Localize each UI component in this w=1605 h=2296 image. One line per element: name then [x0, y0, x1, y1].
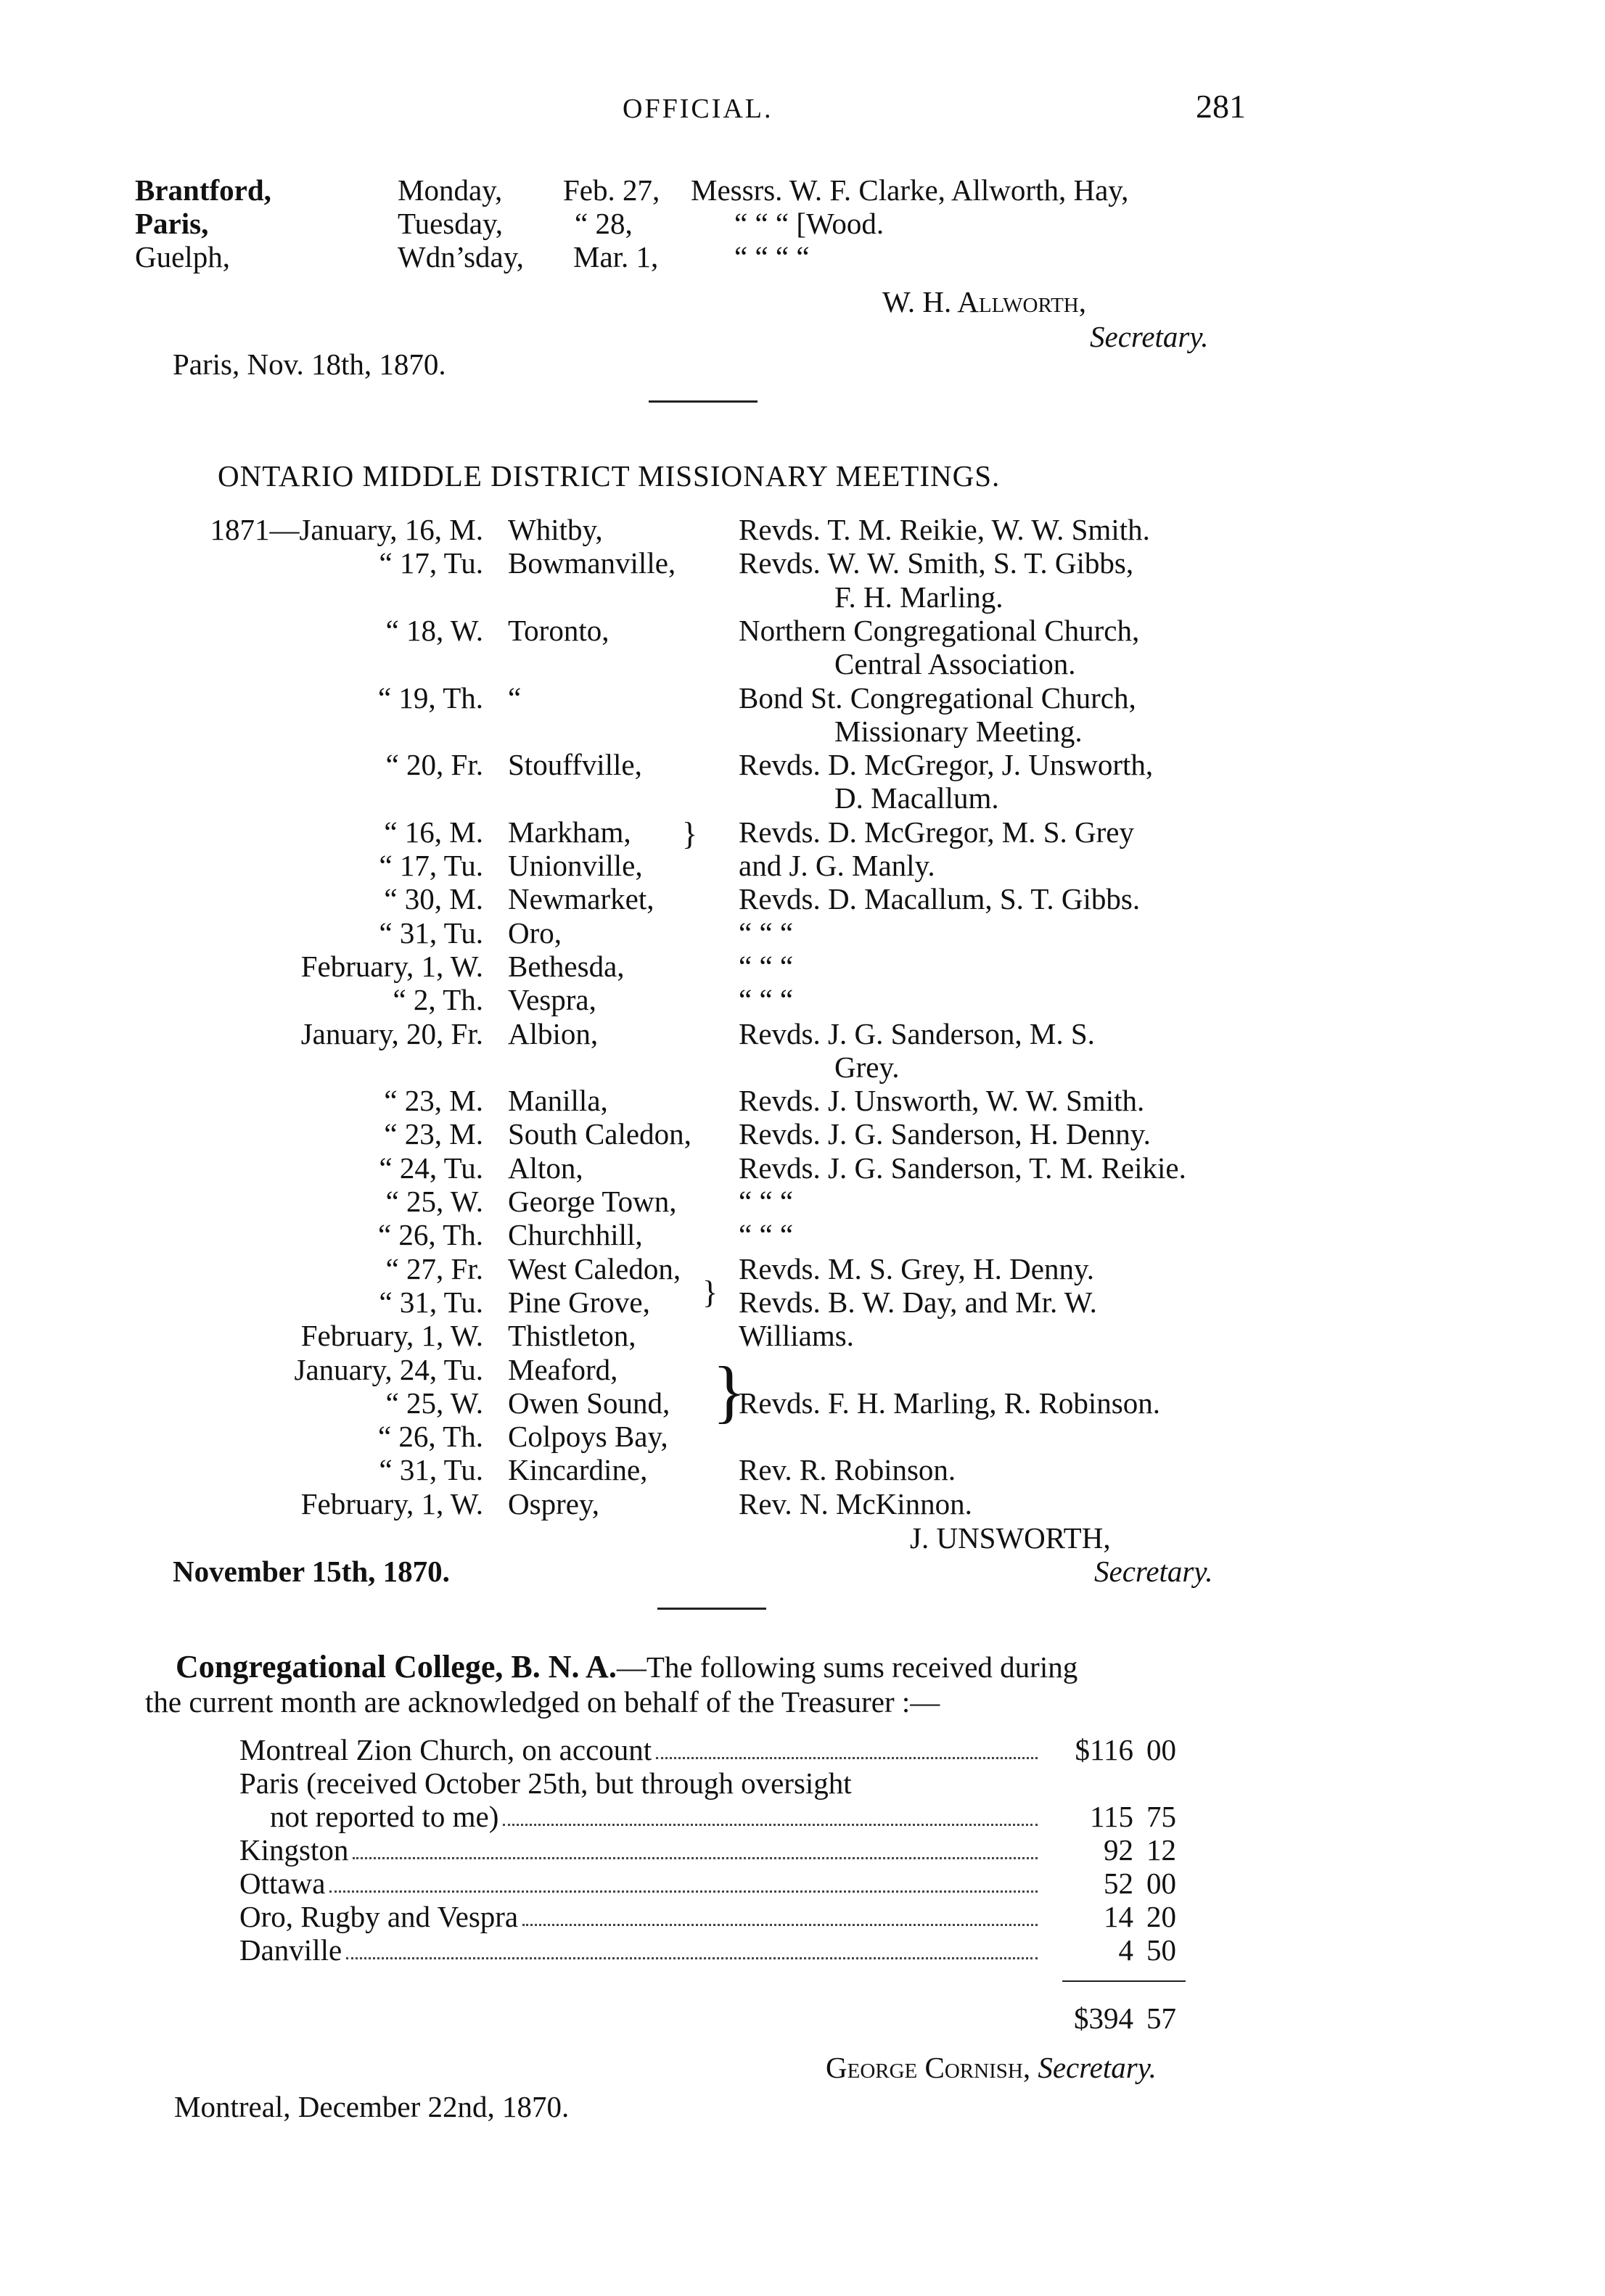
meeting-place: Markham, — [508, 815, 631, 849]
meeting-place: Newmarket, — [508, 882, 654, 915]
meeting-ministers: Rev. N. McKinnon. — [739, 1487, 972, 1521]
place: Guelph, — [135, 240, 230, 273]
total-dollars: $394 — [1074, 2001, 1133, 2035]
meeting-place: South Caledon, — [508, 1117, 691, 1151]
meeting-date: January, 24, Tu. — [294, 1353, 483, 1386]
meeting-ministers: D. Macallum. — [834, 781, 999, 815]
receipt-label: not reported to me) — [270, 1800, 499, 1833]
meeting-ministers: Revds. F. H. Marling, R. Robinson. — [739, 1386, 1161, 1420]
receipt-cents: 12 — [1146, 1833, 1176, 1867]
meeting-place: Osprey, — [508, 1487, 600, 1521]
meeting-place: Bowmanville, — [508, 546, 676, 580]
meeting-date: February, 1, W. — [300, 950, 483, 983]
meeting-date: January, 20, Fr. — [300, 1017, 483, 1050]
meeting-place: “ — [508, 681, 522, 715]
date: “ 28, — [575, 207, 633, 240]
receipt-label: Ottawa — [239, 1867, 326, 1900]
page-number: 281 — [1196, 88, 1246, 125]
meeting-place: Toronto, — [508, 614, 609, 647]
dateline: Paris, Nov. 18th, 1870. — [173, 347, 446, 381]
meeting-ministers: Revds. W. W. Smith, S. T. Gibbs, — [739, 546, 1134, 580]
meeting-ministers: Northern Congregational Church, — [739, 614, 1140, 647]
meeting-ministers: Revds. J. G. Sanderson, T. M. Reikie. — [739, 1151, 1186, 1185]
meeting-date: February, 1, W. — [300, 1319, 483, 1352]
meeting-date: “ 26, Th. — [377, 1218, 483, 1251]
meeting-ministers: Revds. J. G. Sanderson, M. S. — [739, 1017, 1095, 1050]
meeting-date: “ 19, Th. — [377, 681, 483, 715]
meeting-ministers: F. H. Marling. — [834, 580, 1003, 614]
day: Tuesday, — [398, 207, 504, 240]
meeting-ministers: Revds. B. W. Day, and Mr. W. — [739, 1285, 1097, 1319]
total-rule — [1062, 1980, 1186, 1982]
meeting-date: “ 17, Tu. — [379, 849, 483, 882]
college-intro-line-1: —The following sums received during — [616, 1650, 1078, 1684]
meeting-date: “ 20, Fr. — [385, 748, 483, 781]
receipt-dollars: 52 — [1104, 1867, 1133, 1900]
meeting-ministers: “ “ “ — [739, 1185, 794, 1218]
meeting-date: “ 17, Tu. — [379, 546, 483, 580]
signatory-title: Secretary. — [1090, 320, 1209, 353]
place: Brantford, — [135, 173, 271, 207]
receipt-label: Paris (received October 25th, but through oversight — [239, 1766, 852, 1800]
meeting-place: George Town, — [508, 1185, 677, 1218]
college-intro — [176, 1650, 1077, 1684]
meeting-place: Stouffville, — [508, 748, 642, 781]
meeting-date: “ 23, M. — [384, 1084, 483, 1117]
receipt-label: Oro, Rugby and Vespra — [239, 1900, 519, 1933]
college-heading: Congregational College, B. N. A. — [176, 1649, 617, 1684]
leader-dots — [346, 1957, 1038, 1959]
meeting-date: “ 25, W. — [385, 1386, 483, 1420]
meeting-date: “ 31, Tu. — [379, 916, 483, 950]
meeting-place: Bethesda, — [508, 950, 625, 983]
college-intro-line-2: the current month are acknowledged on behalf of the Treasurer :— — [145, 1685, 940, 1719]
meeting-ministers: “ “ “ — [739, 1218, 794, 1251]
meeting-place: Owen Sound, — [508, 1386, 670, 1420]
brace-pine-grove: } — [702, 1275, 718, 1310]
ministers: Messrs. W. F. Clarke, Allworth, Hay, — [691, 173, 1129, 207]
meeting-ministers: Revds. M. S. Grey, H. Denny. — [739, 1252, 1095, 1285]
section-divider — [657, 1608, 766, 1610]
dateline: Montreal, December 22nd, 1870. — [174, 2090, 570, 2123]
running-header: OFFICIAL. — [623, 94, 773, 124]
leader-dots — [353, 1857, 1038, 1859]
meeting-place: Kincardine, — [508, 1453, 648, 1486]
signatory — [826, 2050, 1157, 2085]
meeting-place: West Caledon, — [508, 1252, 681, 1285]
place: Paris, — [135, 207, 209, 240]
ministers: “ “ “ [Wood. — [734, 207, 884, 240]
meeting-place: Thistleton, — [508, 1319, 636, 1352]
meeting-ministers: Revds. J. G. Sanderson, H. Denny. — [739, 1117, 1151, 1151]
day: Monday, — [398, 173, 503, 207]
signatory: J. UNSWORTH, — [910, 1521, 1111, 1555]
meeting-ministers: Central Association. — [834, 647, 1076, 680]
meeting-date: “ 27, Fr. — [385, 1252, 483, 1285]
meeting-place: Oro, — [508, 916, 562, 950]
meeting-ministers: “ “ “ — [739, 950, 794, 983]
meeting-date: “ 31, Tu. — [379, 1285, 483, 1319]
meeting-ministers: and J. G. Manly. — [739, 849, 935, 882]
meeting-ministers: Revds. D. Macallum, S. T. Gibbs. — [739, 882, 1141, 915]
meeting-date: “ 26, Th. — [377, 1420, 483, 1453]
meeting-place: Manilla, — [508, 1084, 608, 1117]
date: Mar. 1, — [573, 240, 659, 273]
meeting-place: Albion, — [508, 1017, 599, 1050]
receipt-cents: 50 — [1146, 1933, 1176, 1967]
section-divider — [649, 400, 758, 403]
meeting-place: Alton, — [508, 1151, 583, 1185]
meeting-place: Churchhill, — [508, 1218, 643, 1251]
brace-owen-sound: } — [713, 1352, 747, 1430]
meeting-ministers: Rev. R. Robinson. — [739, 1453, 956, 1486]
receipt-dollars: 4 — [1118, 1933, 1133, 1967]
meeting-place: Vespra, — [508, 983, 596, 1016]
meeting-ministers: Bond St. Congregational Church, — [739, 681, 1136, 715]
receipt-dollars: 14 — [1104, 1900, 1133, 1933]
meeting-date: “ 31, Tu. — [379, 1453, 483, 1486]
receipt-cents: 00 — [1146, 1733, 1176, 1766]
meeting-date: “ 25, W. — [385, 1185, 483, 1218]
leader-dots — [522, 1924, 1038, 1926]
receipt-dollars: 115 — [1090, 1800, 1133, 1833]
ministers: “ “ “ “ — [734, 240, 810, 273]
leader-dots — [329, 1890, 1038, 1893]
receipt-cents: 20 — [1146, 1900, 1176, 1933]
meeting-date: 1871—January, 16, M. — [210, 513, 483, 546]
receipt-label: Danville — [239, 1933, 342, 1967]
meeting-ministers: Revds. D. McGregor, M. S. Grey — [739, 815, 1134, 849]
meeting-date: “ 24, Tu. — [379, 1151, 483, 1185]
meeting-place: Pine Grove, — [508, 1285, 650, 1319]
signatory-title: Secretary. — [1038, 2051, 1157, 2084]
meeting-ministers: “ “ “ — [739, 983, 794, 1016]
receipt-dollars: $116 — [1075, 1733, 1133, 1766]
meeting-ministers: Missionary Meeting. — [834, 715, 1083, 748]
signatory-name: George Cornish, — [826, 2051, 1031, 2084]
meeting-ministers: Revds. T. M. Reikie, W. W. Smith. — [739, 513, 1150, 546]
meeting-ministers: “ “ “ — [739, 916, 794, 950]
meeting-place: Unionville, — [508, 849, 643, 882]
meeting-ministers: Grey. — [834, 1050, 900, 1084]
meeting-date: “ 30, M. — [384, 882, 483, 915]
meeting-ministers: Revds. J. Unsworth, W. W. Smith. — [739, 1084, 1145, 1117]
signatory: W. H. Allworth, — [882, 285, 1086, 318]
meeting-ministers: Revds. D. McGregor, J. Unsworth, — [739, 748, 1154, 781]
total-cents: 57 — [1146, 2001, 1176, 2035]
meeting-ministers: Williams. — [739, 1319, 854, 1352]
meeting-date: “ 18, W. — [385, 614, 483, 647]
meeting-place: Whitby, — [508, 513, 603, 546]
leader-dots — [503, 1824, 1038, 1826]
date: Feb. 27, — [563, 173, 660, 207]
meeting-place: Colpoys Bay, — [508, 1420, 668, 1453]
receipt-label: Montreal Zion Church, on account — [239, 1733, 652, 1766]
meeting-place: Meaford, — [508, 1353, 618, 1386]
leader-dots — [656, 1757, 1038, 1759]
meeting-date: February, 1, W. — [300, 1487, 483, 1521]
receipt-cents: 00 — [1146, 1867, 1176, 1900]
day: Wdn’sday, — [398, 240, 524, 273]
meeting-date: “ 16, M. — [384, 815, 483, 849]
meeting-date: “ 2, Th. — [393, 983, 483, 1016]
signatory-title: Secretary. — [1094, 1555, 1213, 1588]
receipt-label: Kingston — [239, 1833, 349, 1867]
brace-markham: } — [682, 816, 698, 852]
section-title: ONTARIO MIDDLE DISTRICT MISSIONARY MEETINGS. — [218, 459, 1001, 493]
meeting-date: “ 23, M. — [384, 1117, 483, 1151]
receipt-dollars: 92 — [1104, 1833, 1133, 1867]
dateline: November 15th, 1870. — [173, 1555, 450, 1588]
receipt-cents: 75 — [1146, 1800, 1176, 1833]
